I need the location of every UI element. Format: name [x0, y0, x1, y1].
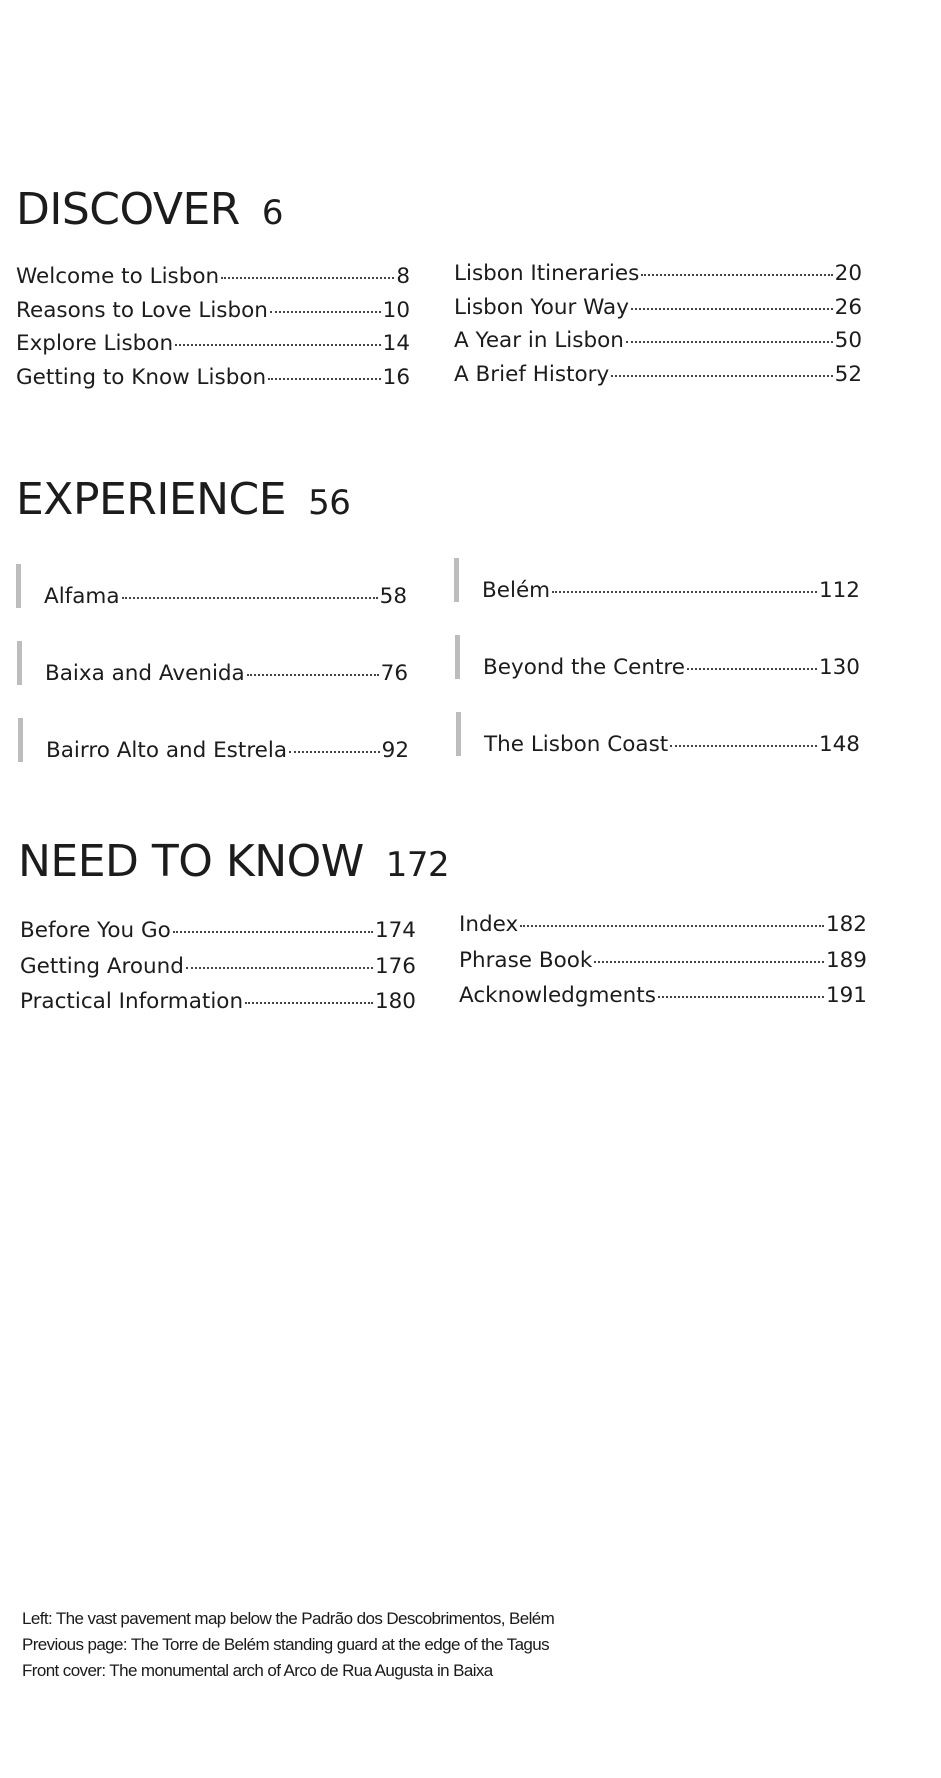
- discover-right-column: [454, 263, 862, 385]
- entry-page: 20: [834, 261, 862, 286]
- dot-leader: [611, 375, 832, 377]
- chapter-marker-bar: [16, 564, 21, 608]
- entry-page: 14: [382, 331, 410, 356]
- entry-label: Belém: [482, 578, 551, 603]
- entry-label: The Lisbon Coast: [484, 732, 669, 757]
- dot-leader: [658, 996, 824, 998]
- entry-page: 50: [834, 328, 862, 353]
- entry-label: Acknowledgments: [459, 983, 656, 1008]
- section-heading-experience: [16, 474, 350, 525]
- chapter-marker-bar: [455, 635, 460, 679]
- section-title: NEED TO KNOW: [18, 836, 364, 887]
- chapter-marker-bar: [456, 712, 461, 756]
- dot-leader: [270, 311, 381, 313]
- entry-label: Index: [459, 912, 519, 937]
- entry-page: 10: [382, 297, 410, 323]
- entry-label: Before You Go: [20, 918, 171, 943]
- caption-line: Previous page: The Torre de Belém standing guard at the edge of the Tagus: [22, 1635, 550, 1654]
- toc-entry[interactable]: [16, 333, 410, 355]
- toc-entry[interactable]: [455, 635, 860, 681]
- toc-entry[interactable]: [16, 266, 410, 288]
- photo-captions: [22, 1606, 554, 1684]
- entry-page: 182: [825, 912, 867, 937]
- section-title: EXPERIENCE: [16, 474, 287, 525]
- entry-page: 174: [374, 918, 416, 943]
- entry-page: 112: [818, 578, 860, 603]
- entry-page: 58: [379, 584, 407, 609]
- entry-label: Getting Around: [20, 953, 184, 979]
- need-to-know-left-column: [20, 920, 416, 1013]
- entry-label: Getting to Know Lisbon: [16, 364, 267, 390]
- chapter-marker-bar: [18, 718, 23, 762]
- caption-line: Left: The vast pavement map below the Padrão dos Descobrimentos, Belém: [22, 1609, 555, 1628]
- dot-leader: [641, 274, 832, 276]
- entry-label: Phrase Book: [459, 947, 593, 973]
- caption-line: Front cover: The monumental arch of Arco de Rua Augusta in Baixa: [22, 1661, 493, 1680]
- toc-entry[interactable]: [454, 558, 860, 604]
- dot-leader: [245, 1002, 373, 1004]
- toc-entry[interactable]: [16, 364, 410, 390]
- toc-entry[interactable]: [454, 263, 862, 285]
- toc-entry[interactable]: [18, 718, 409, 764]
- entry-label: Alfama: [44, 584, 120, 609]
- toc-entry[interactable]: [17, 641, 408, 687]
- toc-entry[interactable]: [459, 947, 867, 973]
- toc-entry[interactable]: [454, 361, 862, 387]
- toc-entry[interactable]: [16, 297, 410, 323]
- toc-entry[interactable]: [16, 564, 407, 610]
- toc-entry[interactable]: [456, 712, 860, 758]
- need-to-know-right-column: [459, 914, 867, 1007]
- section-page-number: 172: [385, 845, 450, 885]
- chapter-marker-bar: [454, 558, 459, 602]
- entry-page: 8: [396, 264, 410, 289]
- entry-label: Bairro Alto and Estrela: [46, 738, 288, 763]
- entry-page: 191: [825, 983, 867, 1008]
- dot-leader: [552, 591, 817, 593]
- entry-page: 176: [374, 953, 416, 979]
- dot-leader: [186, 967, 373, 969]
- dot-leader: [247, 674, 379, 676]
- dot-leader: [670, 745, 817, 747]
- entry-page: 52: [834, 361, 862, 387]
- entry-label: A Brief History: [454, 361, 610, 387]
- entry-page: 26: [834, 294, 862, 320]
- entry-label: Baixa and Avenida: [45, 661, 245, 686]
- dot-leader: [626, 341, 833, 343]
- section-page-number: 56: [308, 483, 351, 523]
- dot-leader: [520, 925, 824, 927]
- entry-page: 130: [818, 655, 860, 680]
- dot-leader: [594, 961, 824, 963]
- entry-page: 16: [382, 364, 410, 390]
- discover-left-column: [16, 266, 410, 388]
- entry-page: 189: [825, 947, 867, 973]
- entry-label: Explore Lisbon: [16, 331, 174, 356]
- section-heading-discover: [16, 184, 283, 235]
- entry-label: Practical Information: [20, 989, 244, 1014]
- entry-page: 92: [381, 738, 409, 763]
- dot-leader: [173, 931, 373, 933]
- dot-leader: [175, 344, 381, 346]
- entry-label: Reasons to Love Lisbon: [16, 297, 268, 323]
- section-title: DISCOVER: [16, 184, 240, 235]
- toc-entry[interactable]: [20, 920, 416, 942]
- dot-leader: [268, 378, 381, 380]
- toc-entry[interactable]: [20, 953, 416, 979]
- entry-label: Lisbon Your Way: [454, 294, 629, 320]
- toc-entry[interactable]: [454, 330, 862, 352]
- entry-label: A Year in Lisbon: [454, 328, 624, 353]
- chapter-marker-bar: [17, 641, 22, 685]
- entry-label: Beyond the Centre: [483, 655, 685, 680]
- dot-leader: [631, 308, 833, 310]
- toc-entry[interactable]: [459, 914, 867, 936]
- section-heading-need-to-know: [18, 836, 449, 887]
- dot-leader: [221, 277, 394, 279]
- entry-page: 76: [380, 661, 408, 686]
- dot-leader: [122, 597, 378, 599]
- toc-entry[interactable]: [459, 985, 867, 1007]
- section-page-number: 6: [261, 193, 283, 233]
- entry-label: Welcome to Lisbon: [16, 264, 220, 289]
- toc-entry[interactable]: [20, 991, 416, 1013]
- entry-page: 180: [374, 989, 416, 1014]
- dot-leader: [289, 751, 380, 753]
- toc-entry[interactable]: [454, 294, 862, 320]
- entry-label: Lisbon Itineraries: [454, 261, 640, 286]
- dot-leader: [687, 668, 817, 670]
- entry-page: 148: [818, 732, 860, 757]
